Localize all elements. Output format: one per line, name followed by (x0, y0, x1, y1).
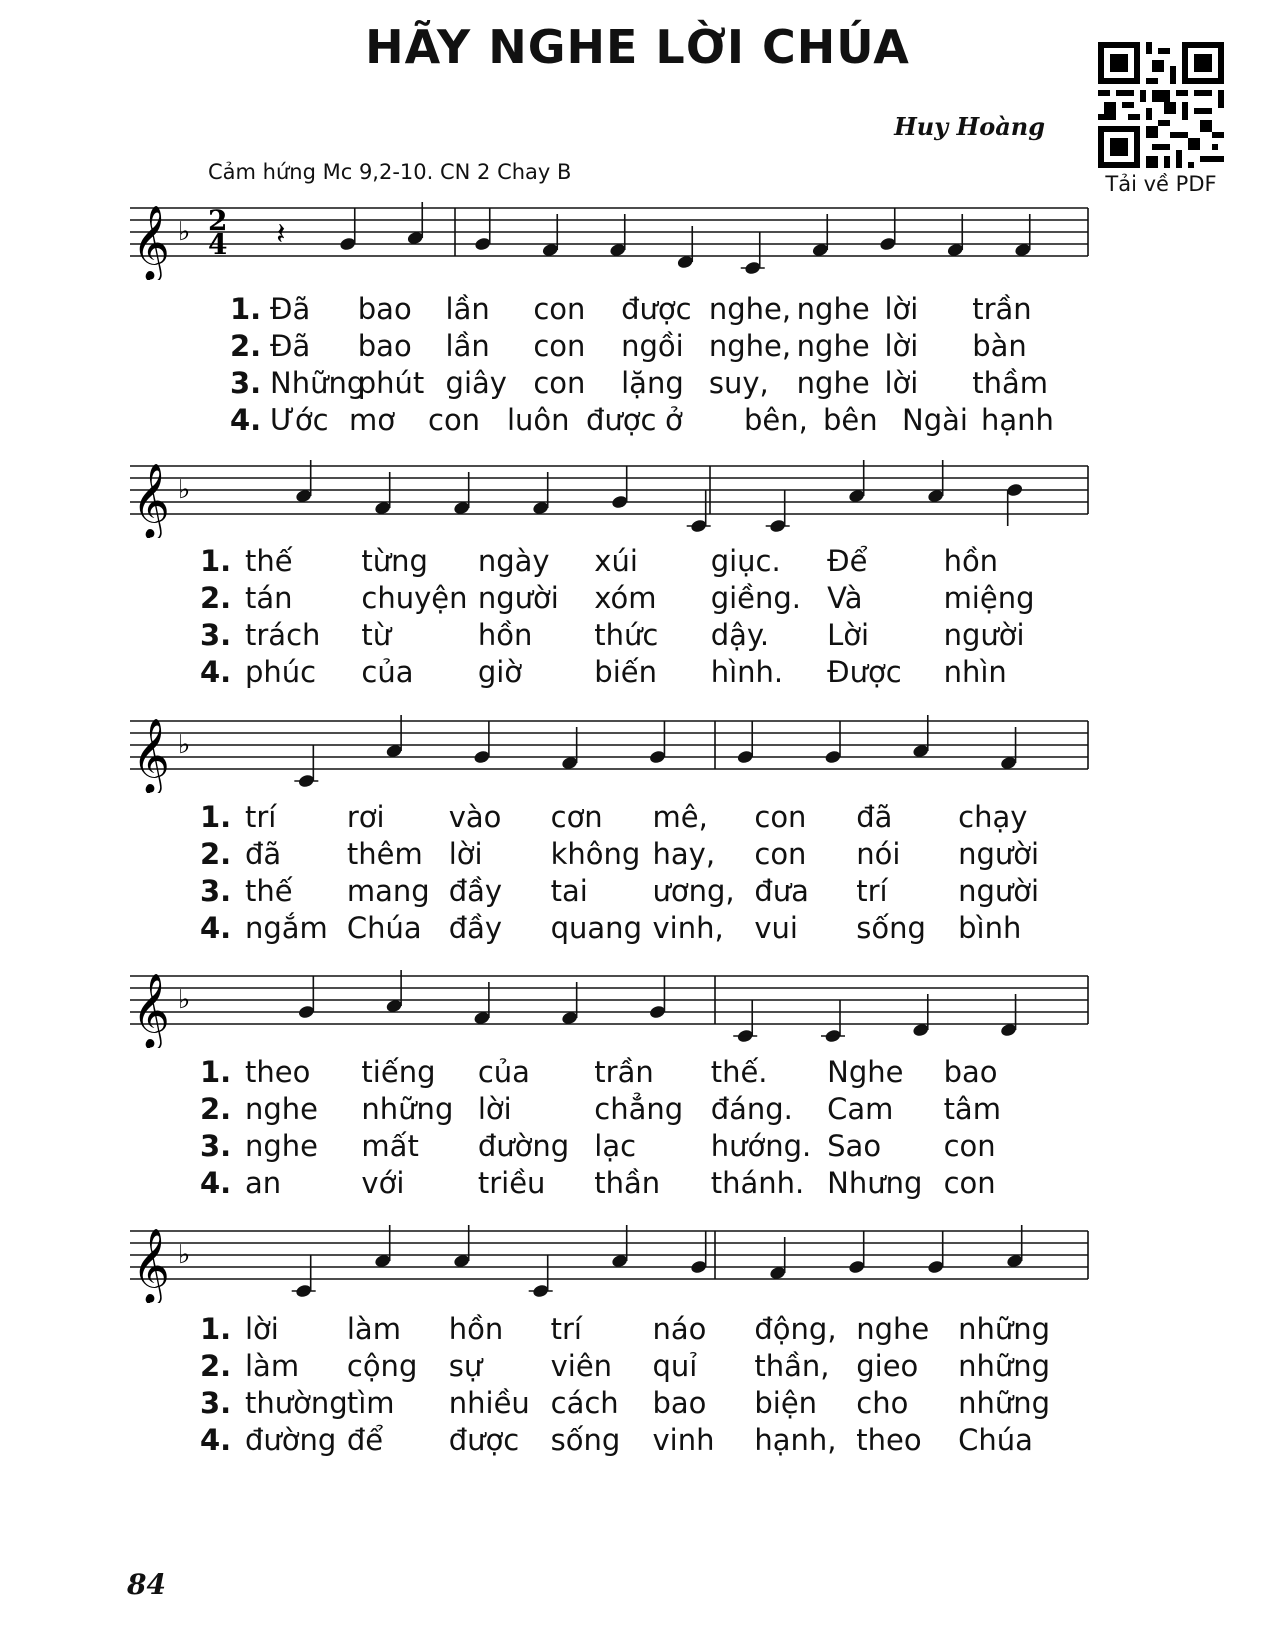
lyric-word: con (754, 800, 807, 834)
lyric-word: thánh. (710, 1166, 805, 1200)
lyric-word: thường (245, 1386, 348, 1420)
lyric-word: nhiều (448, 1386, 530, 1420)
lyric-word: chuyện (361, 581, 468, 615)
lyric-word: gieo (856, 1349, 919, 1383)
lyric-word: nghe, (708, 329, 792, 363)
lyric-word: sự (448, 1349, 483, 1383)
lyric-word: với (361, 1166, 405, 1200)
lyric-word: những (958, 1312, 1051, 1346)
lyric-word: thần, (754, 1349, 830, 1383)
lyric-word: vui (754, 911, 798, 945)
lyric-word: tiếng (361, 1055, 436, 1089)
lyric-word: hồn (448, 1312, 504, 1346)
lyric-word: cơn (550, 800, 603, 834)
lyric-word: bên, (744, 403, 808, 437)
treble-clef-icon: 𝄞 (132, 719, 170, 793)
lyric-word: mất (361, 1129, 419, 1163)
lyric-word: ngắm (245, 911, 328, 945)
lyric-word: mơ (349, 403, 395, 437)
lyric-word: con (754, 837, 807, 871)
song-title: HÃY NGHE LỜI CHÚA (365, 20, 910, 74)
lyric-word: con (943, 1166, 996, 1200)
lyric-word: Lời (827, 618, 870, 652)
lyric-line (200, 1092, 1160, 1129)
lyric-word: nghe (856, 1312, 930, 1346)
lyric-line (200, 655, 1160, 692)
lyric-word: xóm (594, 581, 657, 615)
lyric-word: mang (346, 874, 430, 908)
lyric-word: hay, (652, 837, 716, 871)
lyric-word: trí (856, 874, 888, 908)
verse-number: 4. (200, 1166, 232, 1200)
lyric-word: lời (245, 1312, 279, 1346)
lyric-word: tán (245, 581, 293, 615)
verse-number: 4. (200, 655, 232, 689)
music-staff (130, 190, 1145, 280)
flat-sign: ♭ (178, 217, 191, 247)
lyric-word: luôn (507, 403, 570, 437)
lyric-word: lặng (621, 366, 684, 400)
lyric-word: con (533, 292, 586, 326)
verse-number: 4. (200, 1423, 232, 1457)
verse-number: 1. (200, 1055, 232, 1089)
lyric-line (200, 911, 1160, 948)
lyric-word: dậy. (710, 618, 770, 652)
lyric-word: từng (361, 544, 428, 578)
lyric-line (200, 1166, 1160, 1203)
lyric-word: người (477, 581, 559, 615)
lyric-word: trí (245, 800, 277, 834)
lyric-word: xúi (594, 544, 638, 578)
verse-number: 3. (230, 366, 262, 400)
lyric-word: con (533, 329, 586, 363)
lyric-word: thần (594, 1166, 661, 1200)
lyric-word: đường (245, 1423, 337, 1457)
lyric-word: động, (754, 1312, 837, 1346)
treble-clef-icon: 𝄞 (132, 464, 170, 538)
lyric-line (200, 366, 1160, 403)
lyric-word: Để (827, 544, 868, 578)
lyric-word: hình. (710, 655, 784, 689)
lyric-line (200, 1386, 1160, 1423)
lyric-word: con (428, 403, 481, 437)
lyric-word: náo (652, 1312, 707, 1346)
lyric-word: mê, (652, 800, 708, 834)
lyric-word: được (586, 403, 657, 437)
verse-number: 2. (230, 329, 262, 363)
lyric-word: triều (477, 1166, 546, 1200)
lyric-word: theo (245, 1055, 311, 1089)
treble-clef-icon: 𝄞 (132, 206, 170, 280)
time-signature-bottom: 4 (208, 228, 228, 261)
lyric-word: những (361, 1092, 454, 1126)
page-number: 84 (127, 1568, 166, 1601)
lyric-word: thêm (346, 837, 423, 871)
lyric-line (200, 1423, 1160, 1460)
lyric-word: Được (827, 655, 902, 689)
lyric-word: bao (357, 329, 412, 363)
lyric-word: tai (550, 874, 588, 908)
lyric-word: biện (754, 1386, 818, 1420)
verse-number: 1. (200, 544, 232, 578)
lyrics-block (200, 1055, 1160, 1203)
lyric-word: thầm (972, 366, 1048, 400)
lyric-word: vào (448, 800, 502, 834)
verse-number: 1. (200, 800, 232, 834)
lyric-word: thức (594, 618, 659, 652)
lyric-word: hồn (477, 618, 533, 652)
verse-number: 1. (230, 292, 262, 326)
lyric-word: giờ (477, 655, 523, 689)
lyric-word: người (943, 618, 1025, 652)
lyric-word: từ (361, 618, 392, 652)
lyric-line (200, 581, 1160, 618)
lyric-word: chẳng (594, 1092, 684, 1126)
lyric-word: trách (245, 618, 321, 652)
lyric-line (200, 837, 1160, 874)
lyric-word: Ước (270, 403, 329, 437)
lyric-word: bao (357, 292, 412, 326)
lyric-word: nghe (245, 1129, 319, 1163)
lyric-word: của (361, 655, 414, 689)
lyric-word: đầy (448, 874, 503, 908)
quarter-rest-icon: 𝄽 (276, 217, 286, 252)
lyric-word: được (621, 292, 692, 326)
verse-number: 3. (200, 1386, 232, 1420)
lyric-word: làm (346, 1312, 401, 1346)
lyric-word: ương, (652, 874, 735, 908)
lyric-word: nghe (796, 366, 870, 400)
verse-number: 1. (200, 1312, 232, 1346)
lyric-word: chạy (958, 800, 1028, 834)
lyric-word: giây (445, 366, 507, 400)
music-staff (130, 958, 1145, 1048)
download-pdf-link[interactable]: Tải về PDF (1105, 172, 1217, 196)
lyric-word: người (958, 874, 1040, 908)
lyric-word: để (346, 1423, 384, 1457)
lyric-line (200, 403, 1160, 440)
lyric-word: được (448, 1423, 520, 1457)
lyric-word: ngày (477, 544, 550, 578)
lyric-line (200, 1055, 1160, 1092)
lyric-word: bao (652, 1386, 707, 1420)
lyric-line (200, 618, 1160, 655)
lyric-word: nghe, (708, 292, 792, 326)
lyric-word: bình (958, 911, 1022, 945)
lyric-word: cộng (346, 1349, 418, 1383)
lyric-line (200, 1129, 1160, 1166)
lyric-word: sống (550, 1423, 621, 1457)
lyric-word: những (958, 1349, 1051, 1383)
lyric-word: lời (884, 292, 919, 326)
lyric-word: lạc (594, 1129, 637, 1163)
lyric-word: theo (856, 1423, 922, 1457)
lyric-word: trần (594, 1055, 654, 1089)
lyric-word: vinh, (652, 911, 724, 945)
source-note: Cảm hứng Mc 9,2-10. CN 2 Chay B (208, 160, 572, 184)
lyric-line (200, 292, 1160, 329)
flat-sign: ♭ (178, 985, 191, 1015)
lyric-word: đã (856, 800, 893, 834)
lyric-word: giục. (710, 544, 781, 578)
lyric-line (200, 544, 1160, 581)
lyric-word: thế. (710, 1055, 768, 1089)
lyric-word: lần (445, 292, 490, 326)
lyric-word: bàn (972, 329, 1027, 363)
lyric-word: quỉ (652, 1349, 698, 1383)
verse-number: 4. (230, 403, 262, 437)
lyric-word: giềng. (710, 581, 802, 615)
lyric-word: Nghe (827, 1055, 904, 1089)
lyrics-block (200, 1312, 1160, 1460)
lyric-word: ngồi (621, 329, 684, 363)
flat-sign: ♭ (178, 730, 191, 760)
composer-name: Huy Hoàng (894, 112, 1045, 141)
lyric-word: viên (550, 1349, 613, 1383)
lyric-word: những (958, 1386, 1051, 1420)
lyric-word: vinh (652, 1423, 715, 1457)
verse-number: 3. (200, 874, 232, 908)
lyric-word: hạnh (981, 403, 1054, 437)
verse-number: 2. (200, 581, 232, 615)
treble-clef-icon: 𝄞 (132, 974, 170, 1048)
lyric-word: lần (445, 329, 490, 363)
lyric-word: nhìn (943, 655, 1007, 689)
flat-sign: ♭ (178, 1240, 191, 1270)
lyric-word: rơi (346, 800, 385, 834)
lyric-word: Chúa (958, 1423, 1033, 1457)
verse-number: 2. (200, 837, 232, 871)
lyric-line (200, 874, 1160, 911)
lyric-word: tâm (943, 1092, 1001, 1126)
lyric-word: đáng. (710, 1092, 793, 1126)
lyric-word: Những (270, 366, 366, 400)
lyric-line (200, 800, 1160, 837)
lyric-word: phúc (245, 655, 317, 689)
lyrics-block (200, 292, 1160, 440)
lyric-word: suy, (708, 366, 769, 400)
qr-code-icon[interactable] (1098, 42, 1224, 168)
lyric-word: trần (972, 292, 1032, 326)
lyric-word: phút (357, 366, 425, 400)
lyric-word: ở (665, 403, 683, 437)
lyric-word: đã (245, 837, 282, 871)
verse-number: 2. (200, 1092, 232, 1126)
lyric-word: Nhưng (827, 1166, 923, 1200)
lyric-line (200, 329, 1160, 366)
verse-number: 3. (200, 1129, 232, 1163)
time-signature-top: 2 (208, 204, 228, 237)
lyric-line (200, 1312, 1160, 1349)
lyric-word: biến (594, 655, 657, 689)
lyric-line (200, 1349, 1160, 1386)
lyric-word: lời (448, 837, 483, 871)
lyric-word: an (245, 1166, 282, 1200)
lyric-word: nghe (796, 292, 870, 326)
lyric-word: lời (884, 329, 919, 363)
lyric-word: con (533, 366, 586, 400)
lyric-word: quang (550, 911, 642, 945)
lyric-word: nghe (245, 1092, 319, 1126)
lyric-word: nói (856, 837, 901, 871)
flat-sign: ♭ (178, 475, 191, 505)
lyric-word: Đã (270, 329, 311, 363)
lyric-word: sống (856, 911, 926, 945)
lyric-word: con (943, 1129, 996, 1163)
lyric-word: đưa (754, 874, 809, 908)
lyric-word: tìm (346, 1386, 395, 1420)
lyric-word: làm (245, 1349, 300, 1383)
lyrics-block (200, 544, 1160, 692)
lyrics-block (200, 800, 1160, 948)
lyric-word: nghe (796, 329, 870, 363)
lyric-word: đường (477, 1129, 570, 1163)
lyric-word: trí (550, 1312, 582, 1346)
lyric-word: không (550, 837, 641, 871)
lyric-word: bao (943, 1055, 998, 1089)
verse-number: 3. (200, 618, 232, 652)
lyric-word: hướng. (710, 1129, 812, 1163)
lyric-word: lời (477, 1092, 512, 1126)
lyric-word: cho (856, 1386, 909, 1420)
lyric-word: Ngài (902, 403, 968, 437)
lyric-word: Đã (270, 292, 311, 326)
lyric-word: đầy (448, 911, 503, 945)
lyric-word: bên (823, 403, 878, 437)
lyric-word: lời (884, 366, 919, 400)
lyric-word: của (477, 1055, 530, 1089)
lyric-word: Chúa (346, 911, 422, 945)
lyric-word: Và (827, 581, 863, 615)
lyric-word: thế (245, 544, 293, 578)
lyric-word: thế (245, 874, 293, 908)
lyric-word: Cam (827, 1092, 894, 1126)
lyric-word: hồn (943, 544, 999, 578)
verse-number: 2. (200, 1349, 232, 1383)
lyric-word: hạnh, (754, 1423, 837, 1457)
music-staff (130, 703, 1145, 793)
music-staff (130, 1213, 1145, 1303)
lyric-word: Sao (827, 1129, 882, 1163)
lyric-word: cách (550, 1386, 619, 1420)
lyric-word: người (958, 837, 1040, 871)
music-staff (130, 448, 1145, 538)
lyric-word: miệng (943, 581, 1035, 615)
verse-number: 4. (200, 911, 232, 945)
treble-clef-icon: 𝄞 (132, 1229, 170, 1303)
